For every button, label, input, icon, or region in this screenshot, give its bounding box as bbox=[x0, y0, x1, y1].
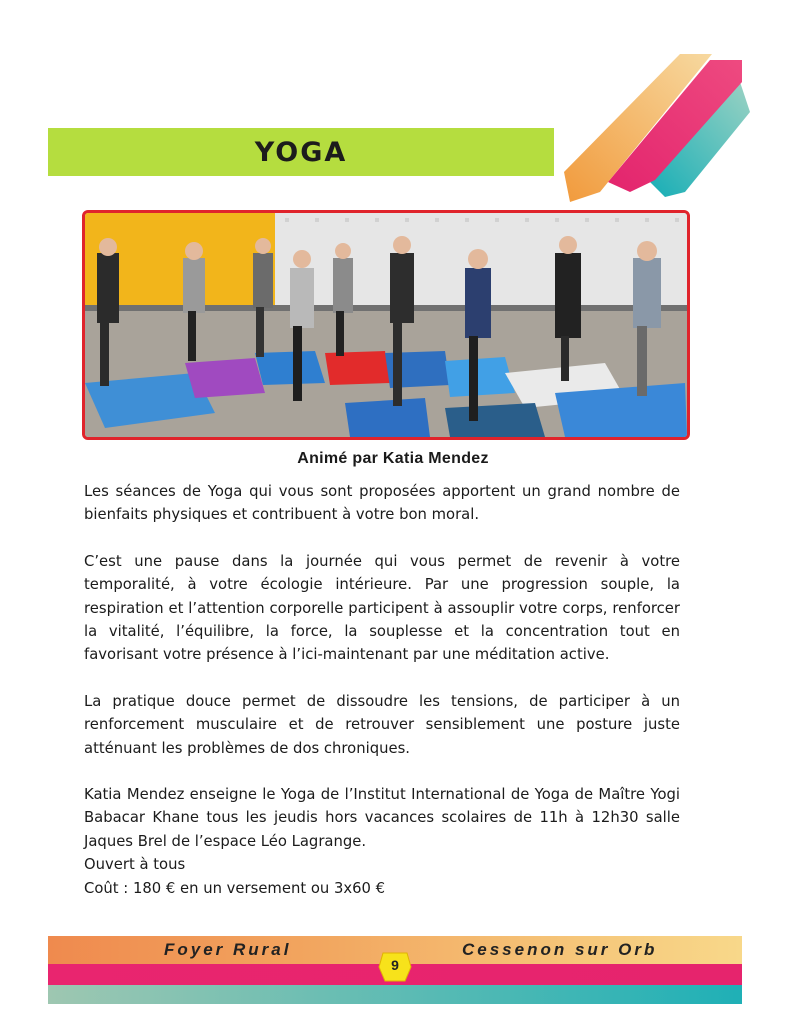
access-info: Ouvert à tous bbox=[84, 856, 186, 874]
title-bar bbox=[48, 128, 554, 176]
paragraph-intro: Les séances de Yoga qui vous sont proposées apportent un grand nombre de bienfaits physiques et contribuent à votre bon moral. bbox=[84, 483, 680, 524]
page-number: 9 bbox=[391, 957, 399, 973]
photo-caption: Animé par Katia Mendez bbox=[297, 450, 489, 467]
footer-band-teal bbox=[48, 985, 742, 1004]
page-number-badge bbox=[377, 951, 413, 983]
footer-organization: Foyer Rural bbox=[164, 940, 292, 959]
price-info: Coût : 180 € en un versement ou 3x60 € bbox=[84, 879, 386, 897]
paragraph-schedule: Katia Mendez enseigne le Yoga de l’Institut International de Yoga de Maître Yogi Babacar Khane tous les jeudis hors vacances scolaires de 11h à 12h30 salle Jaques Brel de l’espace Léo Lagrange. bbox=[84, 786, 680, 850]
decorative-ribbons bbox=[560, 52, 750, 212]
footer-town: Cessenon sur Orb bbox=[462, 940, 658, 959]
page-title: YOGA bbox=[254, 136, 348, 168]
article-body bbox=[84, 480, 680, 900]
paragraph-benefits: C’est une pause dans la journée qui vous permet de revenir à votre temporalité, à votre écologie intérieure. Par une progression souple, la respiration et l’attention corporelle participent à assouplir votre corps, renforcer la vitalité, l’équilibre, la force, la souplesse et la concentration tout en favorisant votre présence à l’ici-maintenant par une méditation active. bbox=[84, 552, 680, 664]
paragraph-practice: La pratique douce permet de dissoudre les tensions, de participer à un renforcement musculaire et de retrouver sensiblement une posture juste atténuant les problèmes de dos chroniques. bbox=[84, 692, 680, 757]
yoga-class-photo bbox=[82, 210, 690, 440]
